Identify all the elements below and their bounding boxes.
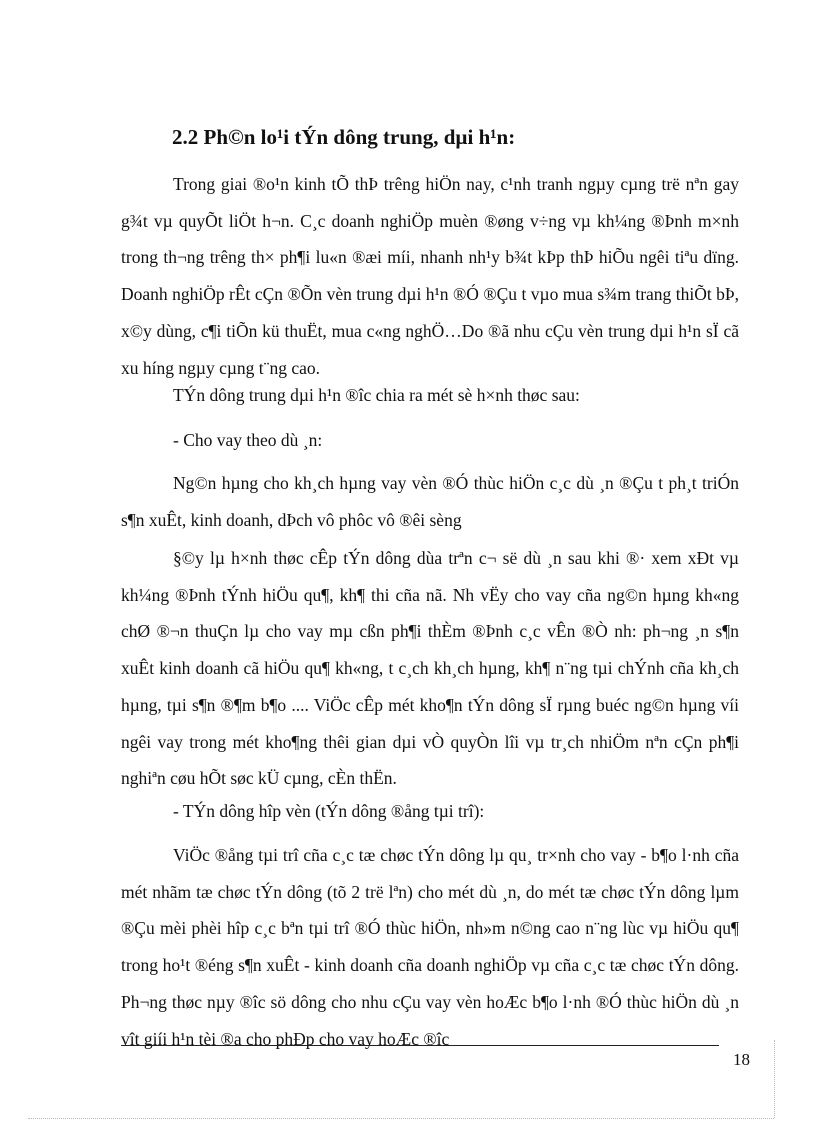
page-number: 18 (733, 1050, 750, 1069)
paragraph-types-intro: TÝn dông trung dµi h¹n ®îc chia ra mét sè h×nh thøc sau: (173, 385, 580, 405)
section-heading: 2.2 Ph©n lo¹i tÝn dông trung, dµi h¹n: (172, 125, 516, 149)
page-border-bottom (28, 1118, 774, 1119)
paragraph-intro (121, 166, 739, 386)
paragraph-syndicated-credit (121, 837, 739, 1057)
footer-rule (121, 1045, 719, 1046)
list-item-syndicated-credit: - TÝn dông hîp vèn (tÝn dông ®ång tµi trî): (173, 801, 485, 821)
paragraph-syndicated-credit-text: ViÖc ®ång tµi trî cña c¸c tæ chøc tÝn dông lµ qu¸ tr×nh cho vay - b¶o l·nh cña mét nhãm tæ chøc tÝn dông (tõ 2 trë lªn) cho mét dù ¸n, do mét tæ chøc tÝn dông lµm ®Çu mèi phèi hîp c¸c bªn tµi trî ®Ó thùc hiÖn, nh»m n©ng cao n¨ng lùc vµ hiÖu qu¶ trong ho¹t ®éng s¶n xuÊt - kinh doanh cña doanh nghiÖp vµ cña c¸c tæ chøc tÝn dông. Ph¬ng thøc nµy ®îc sö dông cho nhu cÇu vay vèn hoÆc b¶o l·nh ®Ó thùc hiÖn dù ¸n vît giíi h¹n tèi ®a cho phÐp cho vay hoÆc ®îc (121, 845, 739, 1049)
paragraph-project-loan-detail-text: §©y lµ h×nh thøc cÊp tÝn dông dùa trªn c¬ së dù ¸n sau khi ®· xem xÐt vµ kh¼ng ®Þnh tÝnh hiÖu qu¶, kh¶ thi cña nã. Nh vËy cho vay cña ng©n hµng kh«ng chØ ®¬n thuÇn lµ cho vay mµ cßn ph¶i thÈm ®Þnh c¸c vÊn ®Ò nh: ph¬ng ¸n s¶n xuÊt kinh doanh cã hiÖu qu¶ kh«ng, t c¸ch kh¸ch hµng, kh¶ n¨ng tµi chÝnh cña kh¸ch hµng, tµi s¶n ®¶m b¶o .... ViÖc cÊp mét kho¶n tÝn dông sÏ rµng buéc ng©n hµng víi ngêi vay trong mét kho¶ng thêi gian dµi vÒ quyÒn lîi vµ tr¸ch nhiÖm nªn cÇn ph¶i nghiªn cøu hÕt søc kÜ cµng, cÈn thËn. (121, 548, 739, 789)
paragraph-project-loan (121, 465, 739, 538)
paragraph-project-loan-text: Ng©n hµng cho kh¸ch hµng vay vèn ®Ó thùc hiÖn c¸c dù ¸n ®Çu t ph¸t triÓn s¶n xuÊt, kinh doanh, dÞch vô phôc vô ®êi sèng (121, 473, 739, 530)
paragraph-project-loan-detail (121, 540, 739, 797)
page-border-right (774, 1040, 775, 1118)
paragraph-intro-text: Trong giai ®o¹n kinh tÕ thÞ trêng hiÖn nay, c¹nh tranh ngµy cµng trë nªn gay g¾t vµ quyÕt liÖt h¬n. C¸c doanh nghiÖp muèn ®øng v÷ng vµ kh¼ng ®Þnh m×nh trong th¬ng trêng th× ph¶i lu«n ®æi míi, nhanh nh¹y b¾t kÞp thÞ hiÕu ngêi tiªu dïng. Doanh nghiÖp rÊt cÇn ®Õn vèn trung dµi h¹n ®Ó ®Çu t vµo mua s¾m trang thiÕt bÞ, x©y dùng, c¶i tiÕn kü thuËt, mua c«ng nghÖ…Do ®ã nhu cÇu vèn trung dµi h¹n sÏ cã xu híng ngµy cµng t¨ng cao. (121, 174, 739, 378)
list-item-project-loan: - Cho vay theo dù ¸n: (173, 430, 323, 450)
